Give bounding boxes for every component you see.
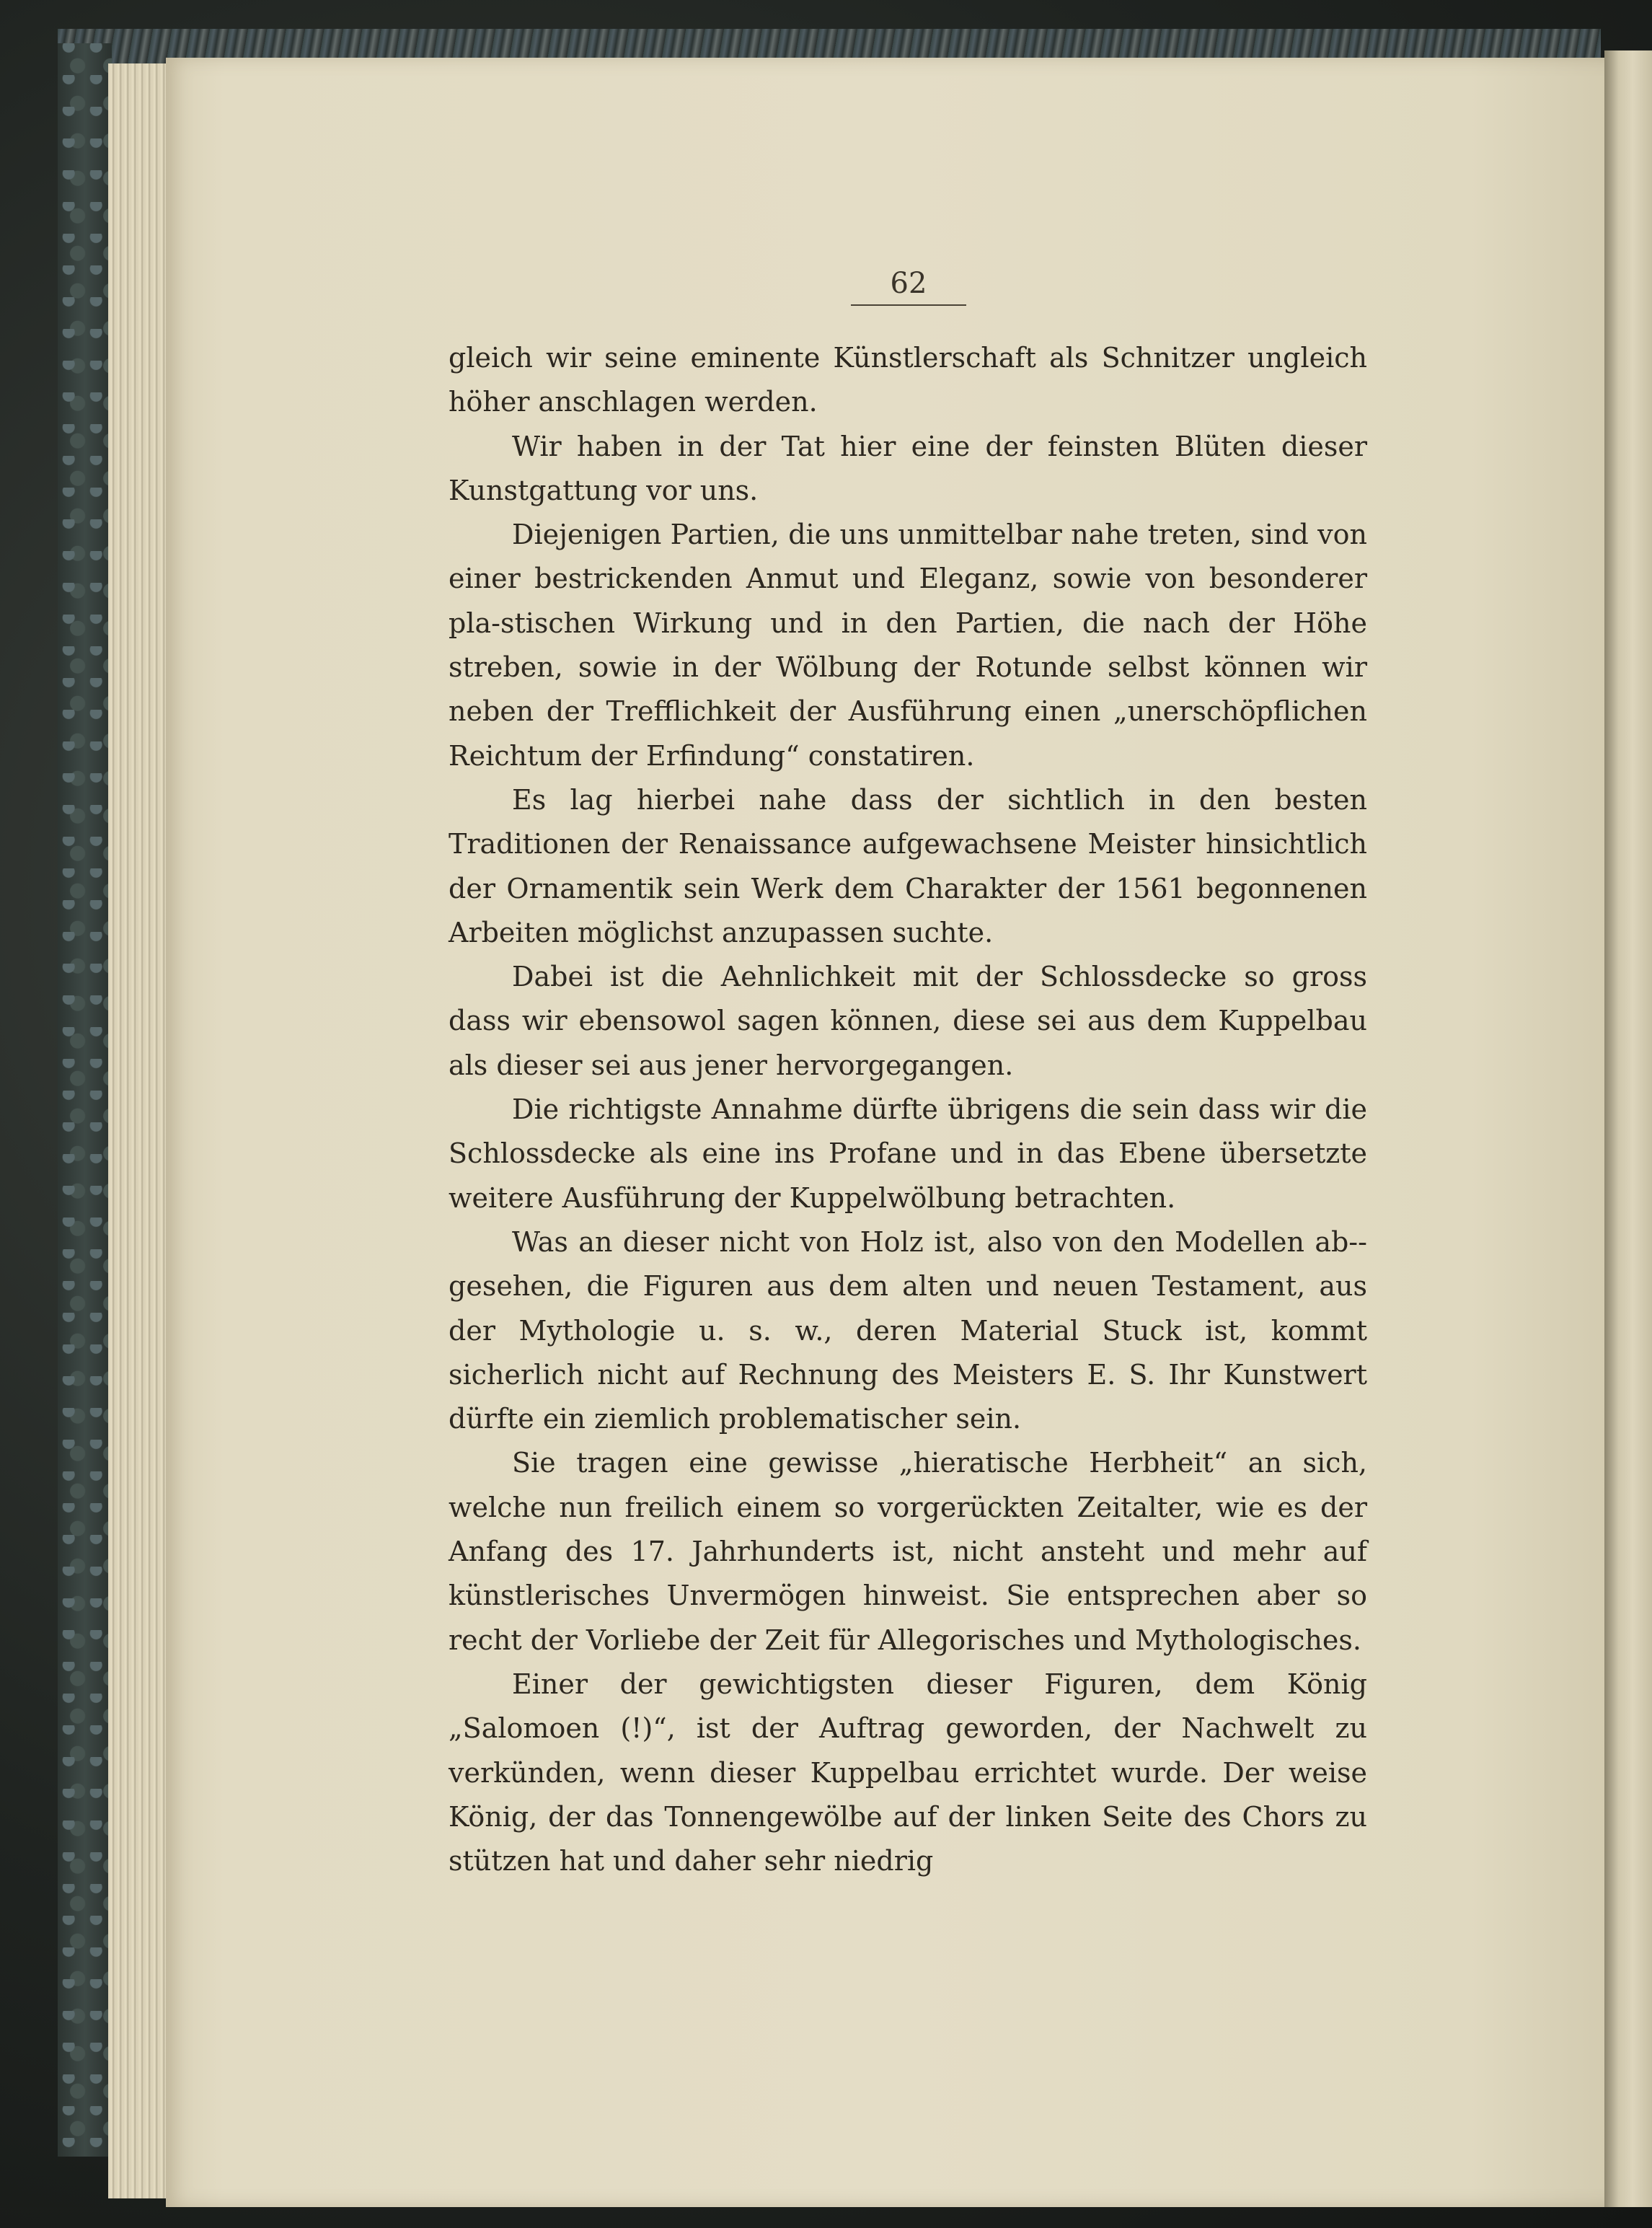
paragraph: Einer der gewichtigsten dieser Figuren, dem König „Salomoen (!)“, ist der Auftrag geworden, der Nachwelt zu verkünden, wenn dieser Kuppelbau errichtet wurde. Der weise König, der das Tonnengewölbe auf der linken Seite des Chors zu stützen hat und daher sehr niedrig — [449, 1668, 1367, 1877]
page-edges — [108, 63, 169, 2198]
page-number: 62 — [851, 267, 966, 306]
paragraph: Sie tragen eine gewisse „hieratische Herbheit“ an sich, welche nun freilich einem so vorgerückten Zeitalter, wie es der Anfang des 17. Jahrhunderts ist, nicht ansteht und mehr auf künstlerisches Unvermögen hinweist. Sie entsprechen aber so recht der Vorliebe der Zeit für Allegorisches und Mythologisches. — [449, 1447, 1367, 1656]
paragraph: gleich wir seine eminente Künstlerschaft als Schnitzer ungleich höher anschlagen werden. — [449, 342, 1367, 418]
paragraph: Es lag hierbei nahe dass der sichtlich in den besten Traditionen der Renaissance aufgewachsene Meister hinsichtlich der Ornamentik sein Werk dem Charakter der 1561 begonnenen Arbeiten möglichst anzupassen suchte. — [449, 783, 1367, 948]
paragraph: Die richtigste Annahme dürfte übrigens die sein dass wir die Schlossdecke als eine ins Profane und in das Ebene übersetzte weitere Ausführung der Kuppelwölbung betrachten. — [449, 1093, 1367, 1214]
facing-page-gutter — [1604, 50, 1652, 2207]
paragraph: Diejenigen Partien, die uns unmittelbar nahe treten, sind von einer bestrickenden Anmut und Eleganz, sowie von besonderer pla-stischen Wirkung und in den Partien, die nach der Höhe streben, sowie in der Wölbung der Rotunde selbst können wir neben der Trefflichkeit der Ausführung einen „unerschöpflichen Reichtum der Erfindung“ constatiren. — [449, 519, 1367, 772]
paragraph: Dabei ist die Aehnlichkeit mit der Schlossdecke so gross dass wir ebensowol sagen können, diese sei aus dem Kuppelbau als dieser sei aus jener hervorgegangen. — [449, 961, 1367, 1081]
body-text — [449, 336, 1367, 1883]
paragraph: Wir haben in der Tat hier eine der feinsten Blüten dieser Kunstgattung vor uns. — [449, 430, 1367, 506]
marbled-cover-left — [58, 43, 112, 2157]
paragraph: Was an dieser nicht von Holz ist, also von den Modellen ab-gesehen, die Figuren aus dem alten und neuen Testament, aus der Mythologie u. s. w., deren Material Stuck ist, kommt sicherlich nicht auf Rechnung des Meisters E. S. Ihr Kunstwert dürfte ein ziemlich problematischer sein. — [449, 1225, 1367, 1435]
